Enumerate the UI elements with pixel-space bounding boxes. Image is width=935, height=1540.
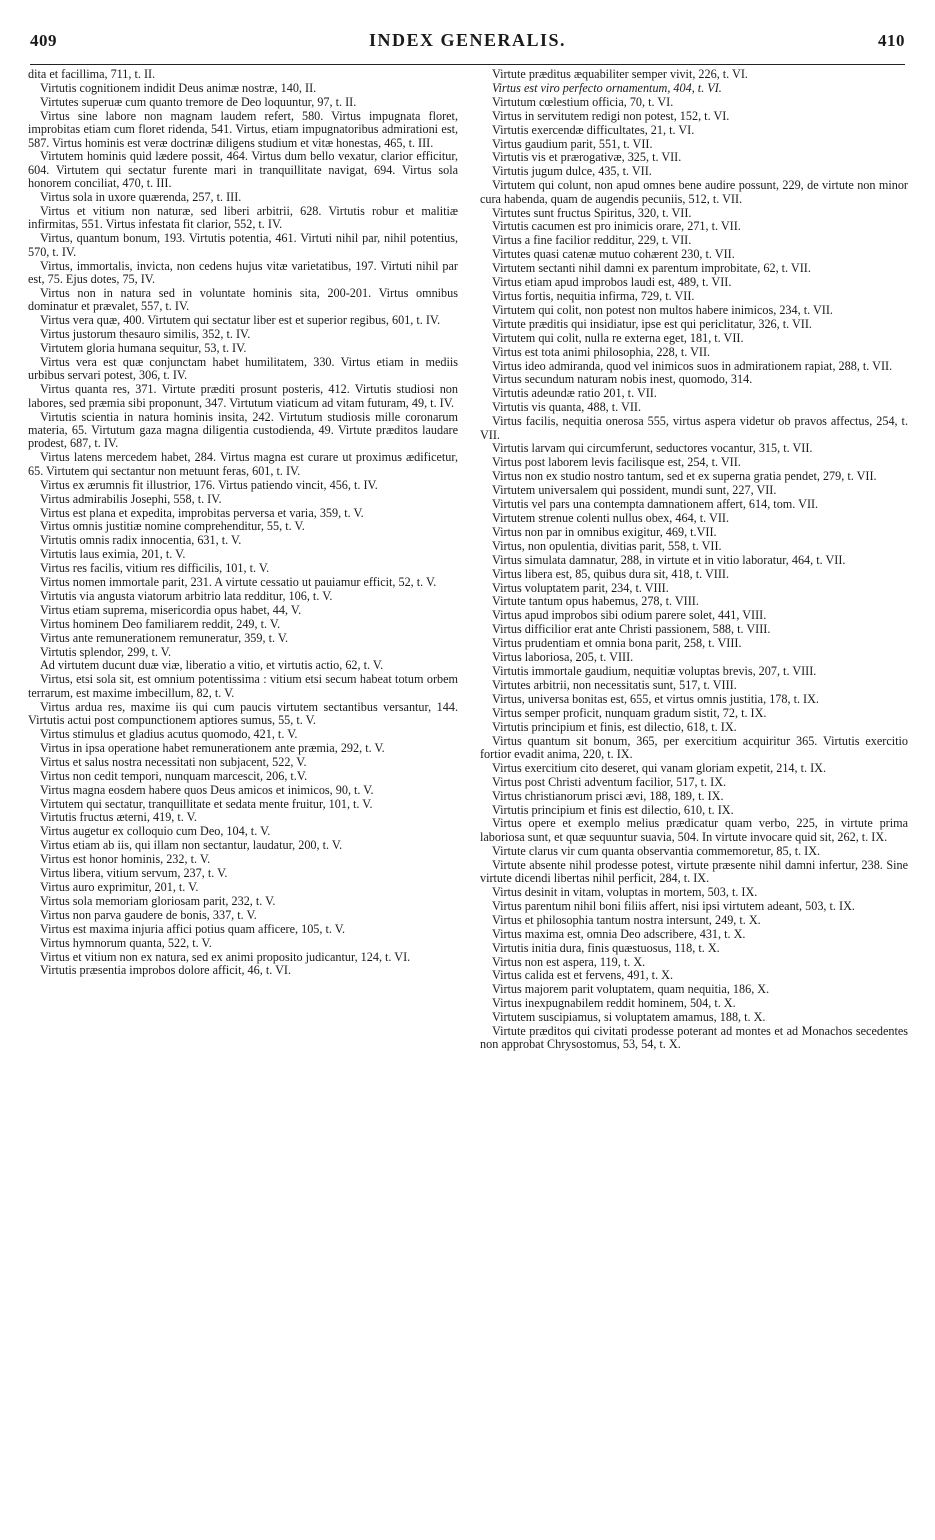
index-entry: Virtutes quasi catenæ mutuo cohærent 230, t. VII.: [492, 247, 735, 262]
index-entry: Virtutem qui colit, non potest non multos habere inimicos, 234, t. VII.: [492, 302, 833, 317]
index-entry: Virtus parentum nihil boni filiis affert, nisi ipsi virtutem adeant, 503, t. IX.: [492, 898, 855, 913]
index-entry: Virtus prudentiam et omnia bona parit, 258, t. VIII.: [492, 636, 742, 651]
left-column: [28, 68, 458, 1528]
index-entry: Virtutem suscipiamus, si voluptatem amamus, 188, t. X.: [492, 1010, 766, 1025]
index-entry: Virtutis omnis radix innocentia, 631, t. V.: [40, 533, 242, 548]
index-entry: Virtus est maxima injuria affici potius quam afficere, 105, t. V.: [40, 921, 346, 936]
index-entry: Virtus a fine facilior redditur, 229, t. VII.: [492, 233, 692, 248]
index-entry: Virtus inexpugnabilem reddit hominem, 504, t. X.: [492, 996, 736, 1011]
index-entry: Virtus, quantum bonum, 193. Virtutis potentia, 461. Virtuti nihil par, nihil potentius, 570, t. IV.: [28, 231, 458, 259]
index-entry: Virtutis larvam qui circumferunt, seductores vocantur, 315, t. VII.: [492, 441, 813, 456]
index-entry: Virtus calida est et fervens, 491, t. X.: [492, 968, 674, 983]
index-entry: Virtus desinit in vitam, voluptas in mortem, 503, t. IX.: [492, 884, 758, 899]
index-entry: Virtus post Christi adventum facilior, 517, t. IX.: [492, 774, 727, 789]
index-entry: Virtus etiam apud improbos laudi est, 489, t. VII.: [492, 275, 732, 290]
index-entry: Virtus hominem Deo familiarem reddit, 249, t. V.: [40, 616, 281, 631]
index-entry: Virtutis cognitionem indidit Deus animæ nostræ, 140, II.: [40, 80, 317, 95]
index-entry: Virtus est tota animi philosophia, 228, t. VII.: [492, 344, 711, 359]
index-entry: Virtutis initia dura, finis quæstuosus, 118, t. X.: [492, 940, 720, 955]
running-header: [30, 30, 905, 65]
index-entry: Virtus vera est quæ conjunctam habet humilitatem, 330. Virtus etiam in mediis urbibus servari potest, 306, t. IV.: [28, 355, 458, 383]
index-entry: Virtutem qui colit, nulla re externa eget, 181, t. VII.: [492, 330, 744, 345]
index-entry: Virtutis principium et finis, est dilectio, 618, t. IX.: [492, 719, 737, 734]
index-entry: Virtute absente nihil prodesse potest, virtute præsente nihil damni infertur, 238. Sine virtute dicendi libertas nihil perficit, 284, t. IX.: [480, 857, 908, 886]
index-entry: Virtus, etsi sola sit, est omnium potentissima : vitium etsi secum habeat totum orbem terrarum, est maxime imbecillum, 82, t. V.: [28, 672, 458, 700]
index-entry: Virtus justorum thesauro similis, 352, t. IV.: [40, 327, 251, 342]
index-entry: Virtus ex ærumnis fit illustrior, 176. Virtus patiendo vincit, 456, t. IV.: [40, 477, 378, 492]
index-entry: Virtus ideo admiranda, quod vel inimicos suos in admirationem rapiat, 288, t. VII.: [492, 358, 893, 373]
index-entry: Virtutem strenue colenti nullus obex, 464, t. VII.: [492, 511, 729, 525]
index-entry: Virtus voluptatem parit, 234, t. VIII.: [492, 580, 669, 595]
index-entry: Virtutis cacumen est pro inimicis orare, 271, t. VII.: [492, 219, 741, 234]
index-entry: Virtutem universalem qui possident, mundi sunt, 227, VII.: [492, 483, 777, 498]
index-entry: Virtus libera est, 85, quibus dura sit, 418, t. VIII.: [492, 566, 730, 581]
index-entry: Virtutis laus eximia, 201, t. V.: [40, 547, 186, 562]
index-entry: Virtus sine labore non magnam laudem refert, 580. Virtus impugnata floret, improbitas etiam cum floret ridenda, 541. Virtus, etiam impugnatoribus admirationi est, 587. Virtus hominis est veræ doctrinæ diligens studium et vitæ honestas, 465, t. III.: [28, 108, 458, 150]
index-entry: Virtus non cedit tempori, nunquam marcescit, 206, t.V.: [40, 768, 308, 783]
index-entry: Virtus latens mercedem habet, 284. Virtus magna est curare ut proximus ædificetur, 65. Virtutem qui sectantur non metuunt feras, 601, t. IV.: [28, 450, 458, 478]
index-entry: Virtus et philosophia tantum nostra intersunt, 249, t. X.: [492, 912, 761, 927]
index-entry: Virtute præditus æquabiliter semper vivit, 226, t. VI.: [492, 68, 748, 81]
index-entry: Virtus admirabilis Josephi, 558, t. IV.: [40, 491, 222, 506]
index-entry: Virtus est honor hominis, 232, t. V.: [40, 852, 211, 867]
index-entry: Virtus auro exprimitur, 201, t. V.: [40, 879, 199, 894]
index-entry: Virtutis vis et prærogativæ, 325, t. VII.: [492, 150, 682, 165]
index-entry: Virtus nomen immortale parit, 231. A virtute cessatio ut pauiamur efficit, 52, t. V.: [40, 575, 437, 590]
index-entry: Virtute præditos qui civitati prodesse poterant ad montes et ad Monachos secedentes non approbat Chrysostomus, 53, 54, t. X.: [480, 1024, 908, 1052]
index-entry: Virtutem sectanti nihil damni ex parentum improbitate, 62, t. VII.: [492, 261, 811, 276]
index-entry: Virtutes arbitrii, non necessitatis sunt, 517, t. VIII.: [492, 677, 737, 692]
index-entry: Virtus quanta res, 371. Virtute præditi prosunt posteris, 412. Virtutis studiosi non labores, sed præmia sibi proponunt, 347. Virtutum viaticum ad vitam futuram, 49, t. IV.: [28, 382, 458, 410]
index-entry: Virtutis principium et finis est dilectio, 610, t. IX.: [492, 802, 734, 817]
index-entry: Virtus in ipsa operatione habet remunerationem ante præmia, 292, t. V.: [40, 740, 385, 755]
index-entry: Virtus non est aspera, 119, t. X.: [492, 954, 646, 969]
index-entry: Virtute præditis qui insidiatur, ipse est qui periclitatur, 326, t. VII.: [492, 316, 812, 331]
index-entry: Virtus etiam suprema, misericordia opus habet, 44, V.: [40, 602, 302, 617]
index-entry: Virtutem hominis quid lædere possit, 464. Virtus dum bello vexatur, clarior efficitur, 604. Virtutem qui sectatur furente mari in tranquillitate navigat, 694. Virtus sola honorem conciliat, 470, t. III.: [28, 149, 458, 191]
page-number-left: 409: [30, 31, 57, 50]
running-title: INDEX GENERALIS.: [368, 30, 567, 50]
index-entry: Virtutem qui colunt, non apud omnes bene audire possunt, 229, de virtute non minor cura habenda, quam de augendis pecuniis, 512, t. VII.: [480, 178, 908, 206]
index-entry: Virtus laboriosa, 205, t. VIII.: [492, 650, 634, 665]
index-entry: dita et facillima, 711, t. II.: [28, 68, 156, 81]
index-entry: Virtutis præsentia improbos dolore afficit, 46, t. VI.: [40, 963, 291, 978]
index-entry: Virtus et vitium non ex natura, sed ex animi proposito judicantur, 124, t. VI.: [40, 949, 411, 964]
right-column: [480, 68, 908, 1528]
index-entry: Virtus, universa bonitas est, 655, et virtus omnis justitia, 178, t. IX.: [492, 691, 819, 706]
index-entry: Virtutum cœlestium officia, 70, t. VI.: [492, 94, 674, 109]
index-entry: Virtutis vis quanta, 488, t. VII.: [492, 400, 642, 415]
index-entry: Virtus apud improbos sibi odium parere solet, 441, VIII.: [492, 608, 767, 623]
index-entry: Virtutes superuæ cum quanto tremore de Deo loquuntur, 97, t. II.: [40, 94, 357, 109]
index-entry: Virtus opere et exemplo melius prædicatur quam verbo, 225, in virtute prima laboriosa sunt, et quæ sequuntur suavia, 504. In virtute invocare quid sit, 262, t. IX.: [480, 816, 908, 844]
index-entry: Virtus non par in omnibus exigitur, 469, t.VII.: [492, 524, 717, 539]
index-entry: Virtutis exercendæ difficultates, 21, t. VI.: [492, 122, 695, 137]
index-entry: Virtus quantum sit bonum, 365, per exercitium acquiritur 365. Virtutis exercitio fortior evadit anima, 220, t. IX.: [480, 733, 908, 761]
page-number-right: 410: [877, 31, 905, 50]
index-entry: Virtus, immortalis, invicta, non cedens hujus vitæ varietatibus, 197. Virtuti nihil par est, 75. Ejus dotes, 75, IV.: [28, 258, 458, 287]
index-entry: Virtus, non opulentia, divitias parit, 558, t. VII.: [492, 538, 722, 553]
index-entry: Virtus sola memoriam gloriosam parit, 232, t. V.: [40, 893, 276, 908]
index-entry: Virtus secundum naturam nobis inest, quomodo, 314.: [492, 372, 753, 387]
index-entry: Virtutis vel pars una contempta damnationem affert, 614, tom. VII.: [492, 497, 819, 512]
index-entry: Virtute clarus vir cum quanta observantia commemoretur, 85, t. IX.: [492, 843, 821, 858]
index-entry: Virtutem qui sectatur, tranquillitate et sedata mente fruitur, 101, t. V.: [40, 796, 373, 811]
index-entry: Virtutes sunt fructus Spiritus, 320, t. VII.: [492, 205, 692, 220]
index-entry: Virtus est viro perfecto ornamentum, 404, t. VI.: [492, 80, 722, 95]
index-entry: Virtus majorem parit voluptatem, quam nequitia, 186, X.: [492, 982, 770, 997]
index-entry: Virtutem gloria humana sequitur, 53, t. IV.: [40, 341, 247, 356]
index-entry: Virtus est plana et expedita, improbitas perversa et varia, 359, t. V.: [40, 505, 364, 520]
index-entry: Virtus semper proficit, nunquam gradum sistit, 72, t. IX.: [492, 705, 767, 720]
index-entry: Virtutis jugum dulce, 435, t. VII.: [492, 164, 652, 179]
index-entry: Virtus res facilis, vitium res difficilis, 101, t. V.: [40, 561, 270, 576]
index-entry: Virtute tantum opus habemus, 278, t. VIII.: [492, 594, 699, 609]
index-entry: Virtutis immortale gaudium, nequitiæ voluptas brevis, 207, t. VIII.: [492, 663, 817, 678]
index-entry: Virtus christianorum prisci ævi, 188, 189, t. IX.: [492, 788, 724, 803]
index-entry: Virtus exercitium cito deseret, qui vanam gloriam expetit, 214, t. IX.: [492, 760, 826, 775]
index-entry: Virtutis scientia in natura hominis insita, 242. Virtutum studiosis mille coronarum materia, 65. Virtutum gaza magna diligentia custodienda, 49. Virtute præditos laudare prodest, 687, t. IV.: [28, 409, 458, 451]
index-entry: Virtus maxima est, omnia Deo adscribere, 431, t. X.: [492, 926, 746, 941]
index-entry: Virtus non ex studio nostro tantum, sed et ex superna gratia pendet, 279, t. VII.: [492, 469, 877, 484]
index-entry: Virtus non in natura sed in voluntate hominis sita, 200-201. Virtus omnibus dominatur et prævalet, 557, t. IV.: [28, 286, 458, 314]
index-entry: Virtus hymnorum quanta, 522, t. V.: [40, 935, 212, 950]
index-entry: Virtus stimulus et gladius acutus quomodo, 421, t. V.: [40, 727, 298, 741]
index-entry: Virtus et vitium non naturæ, sed liberi arbitrii, 628. Virtutis robur et malitiæ infirmitas, 551. Virtus infestata fit clarior, 552, t. IV.: [28, 204, 458, 232]
index-entry: Virtutis splendor, 299, t. V.: [40, 644, 172, 659]
index-entry: Virtus ardua res, maxime iis qui cum paucis virtutem sectantibus versantur, 144. Virtutis actui post compunctionem aptiores sumus, 55, t. V.: [28, 699, 458, 728]
index-entry: Virtus augetur ex colloquio cum Deo, 104, t. V.: [40, 824, 271, 839]
index-entry: Virtus magna eosdem habere quos Deus amicos et inimicos, 90, t. V.: [40, 782, 374, 797]
index-entry: Virtus ante remunerationem remuneratur, 359, t. V.: [40, 630, 289, 645]
index-entry: Virtus etiam ab iis, qui illam non sectantur, laudatur, 200, t. V.: [40, 838, 343, 853]
index-entry: Virtus vera quæ, 400. Virtutem qui sectatur liber est et superior regibus, 601, t. IV.: [40, 313, 441, 328]
index-entry: Virtus non parva gaudere de bonis, 337, t. V.: [40, 907, 257, 922]
index-entry: Virtutis fructus æterni, 419, t. V.: [40, 810, 197, 825]
index-entry: Virtus gaudium parit, 551, t. VII.: [492, 136, 653, 151]
index-entry: Virtus difficilior erat ante Christi passionem, 588, t. VIII.: [492, 622, 771, 637]
index-entry: Virtus libera, vitium servum, 237, t. V.: [40, 866, 228, 881]
index-entry: Virtus et salus nostra necessitati non subjacent, 522, V.: [40, 754, 307, 769]
index-entry: Virtus sola in uxore quærenda, 257, t. III.: [40, 190, 242, 205]
index-entry: Virtus simulata damnatur, 288, in virtute et in vitio laboratur, 464, t. VII.: [492, 552, 846, 567]
index-entry: Virtus fortis, nequitia infirma, 729, t. VII.: [492, 289, 695, 303]
index-entry: Virtus in servitutem redigi non potest, 152, t. VI.: [492, 108, 730, 123]
index-entry: Virtus facilis, nequitia onerosa 555, virtus aspera videtur ob pravos affectus, 254, t. VII.: [480, 414, 908, 442]
index-entry: Ad virtutem ducunt duæ viæ, liberatio a vitio, et virtutis actio, 62, t. V.: [40, 658, 384, 673]
index-entry: Virtutis via angusta viatorum arbitrio lata redditur, 106, t. V.: [40, 588, 333, 603]
index-entry: Virtus post laborem levis facilisque est, 254, t. VII.: [492, 455, 741, 470]
index-entry: Virtus omnis justitiæ nomine comprehenditur, 55, t. V.: [40, 519, 305, 534]
index-entry: Virtutis adeundæ ratio 201, t. VII.: [492, 386, 657, 401]
